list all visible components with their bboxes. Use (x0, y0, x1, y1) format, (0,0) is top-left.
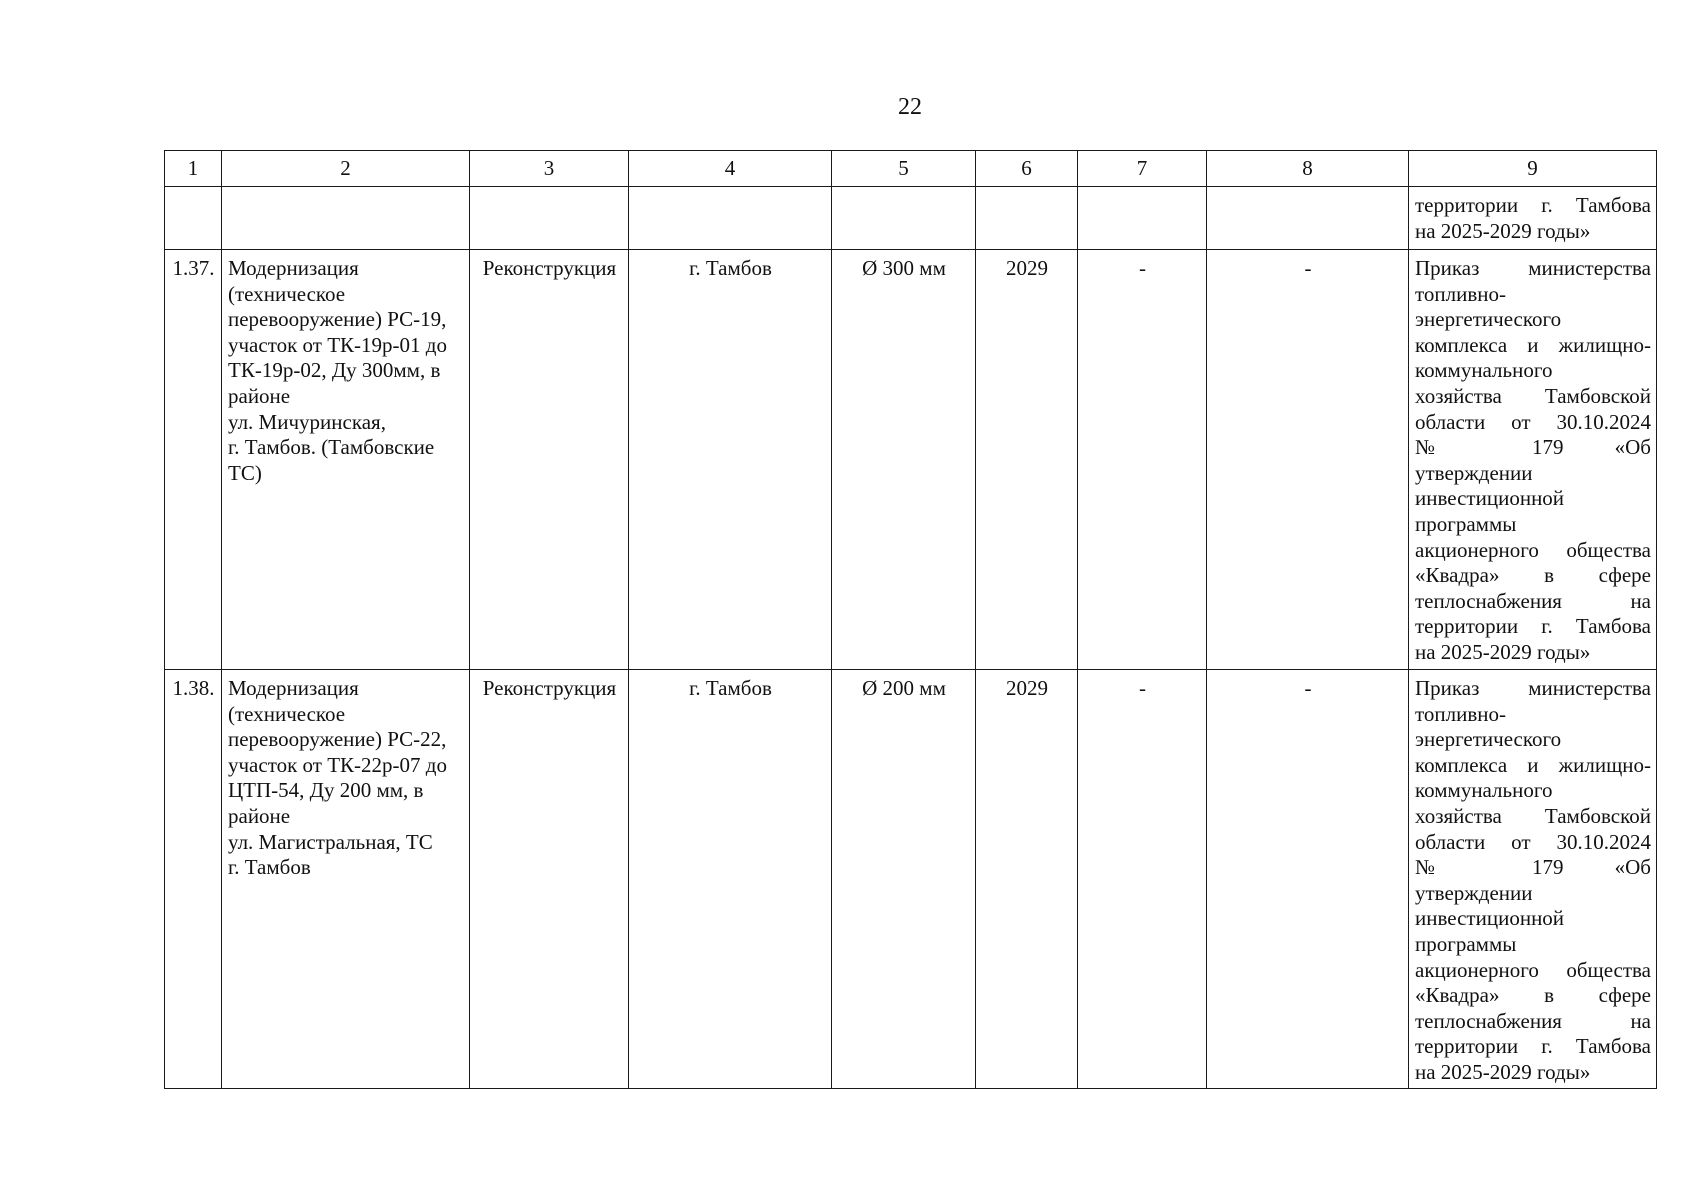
text-line: № 179 «Об (1415, 435, 1651, 460)
header-cell-1: 1 (165, 151, 222, 187)
text-line: на 2025-2029 годы» (1415, 1059, 1591, 1084)
header-cell-8: 8 (1207, 151, 1409, 187)
text-line: программы (1415, 931, 1517, 956)
continuation-row (165, 187, 1657, 250)
table-row (165, 250, 1657, 670)
text-line: «Квадра» в сфере (1415, 983, 1651, 1008)
row-location-cell: г. Тамбов (629, 670, 832, 1089)
text-line: ул. Магистральная, ТС (228, 829, 433, 854)
empty-cell (1078, 187, 1207, 250)
text-line: утверждении (1415, 460, 1533, 485)
text-line: Приказ министерства (1415, 676, 1651, 700)
text-line: топливно- (1415, 701, 1507, 726)
row-type-cell: Реконструкция (470, 250, 629, 670)
header-row (165, 151, 1657, 187)
header-cell-4: 4 (629, 151, 832, 187)
row-type-cell: Реконструкция (470, 670, 629, 1089)
text-line: хозяйства Тамбовской (1415, 803, 1651, 828)
text-line: перевооружение) РС-22, (228, 727, 447, 752)
row-col8-cell: - (1207, 670, 1409, 1089)
row-number: 1.37. (165, 250, 222, 670)
text-line: теплоснабжения на (1415, 1008, 1651, 1033)
row-col7-cell: - (1078, 670, 1207, 1089)
row-col8-cell: - (1207, 250, 1409, 670)
empty-cell (222, 187, 470, 250)
header-cell-7: 7 (1078, 151, 1207, 187)
text-line: № 179 «Об (1415, 855, 1651, 880)
row-location-cell: г. Тамбов (629, 250, 832, 670)
text-line: ТК-19р-02, Ду 300мм, в (228, 358, 441, 383)
row-diameter-cell: Ø 200 мм (832, 670, 976, 1089)
text-line: акционерного общества (1415, 957, 1651, 982)
text-line: перевооружение) РС-19, (228, 307, 447, 332)
text-line: ТС) (228, 460, 262, 485)
text-line: на 2025-2029 годы» (1415, 218, 1591, 243)
empty-cell (976, 187, 1078, 250)
empty-cell (629, 187, 832, 250)
continuation-basis-cell (1409, 187, 1657, 250)
text-line: акционерного общества (1415, 537, 1651, 562)
text-line: (техническое (228, 281, 346, 306)
text-line: инвестиционной (1415, 486, 1565, 511)
row-name-cell (222, 670, 470, 1089)
text-line: районе (228, 803, 291, 828)
text-line: Модернизация (228, 256, 359, 280)
text-line: территории г. Тамбова (1415, 193, 1651, 217)
text-line: энергетического (1415, 307, 1562, 332)
text-line: г. Тамбов. (Тамбовские (228, 435, 435, 460)
row-basis-cell (1409, 670, 1657, 1089)
page-number: 22 (898, 94, 922, 120)
row-col7-cell: - (1078, 250, 1207, 670)
empty-cell (1207, 187, 1409, 250)
text-line: Модернизация (228, 676, 359, 700)
table-row (165, 670, 1657, 1089)
text-line: хозяйства Тамбовской (1415, 383, 1651, 408)
text-line: топливно- (1415, 281, 1507, 306)
row-basis-cell (1409, 250, 1657, 670)
text-line: области от 30.10.2024 (1415, 409, 1651, 434)
data-table (164, 150, 1657, 1089)
text-line: ЦТП-54, Ду 200 мм, в (228, 778, 424, 803)
text-line: теплоснабжения на (1415, 588, 1651, 613)
text-line: г. Тамбов (228, 855, 311, 880)
text-line: коммунального (1415, 358, 1553, 383)
text-line: ул. Мичуринская, (228, 409, 386, 434)
row-name-cell (222, 250, 470, 670)
header-cell-2: 2 (222, 151, 470, 187)
text-line: области от 30.10.2024 (1415, 829, 1651, 854)
text-line: энергетического (1415, 727, 1562, 752)
text-line: территории г. Тамбова (1415, 1034, 1651, 1059)
header-cell-3: 3 (470, 151, 629, 187)
text-line: утверждении (1415, 880, 1533, 905)
header-cell-5: 5 (832, 151, 976, 187)
row-number: 1.38. (165, 670, 222, 1089)
row-diameter-cell: Ø 300 мм (832, 250, 976, 670)
text-line: коммунального (1415, 778, 1553, 803)
header-cell-9: 9 (1409, 151, 1657, 187)
text-line: программы (1415, 511, 1517, 536)
text-line: участок от ТК-22р-07 до (228, 752, 447, 777)
row-year-cell: 2029 (976, 250, 1078, 670)
row-year-cell: 2029 (976, 670, 1078, 1089)
text-line: территории г. Тамбова (1415, 614, 1651, 639)
text-line: Приказ министерства (1415, 256, 1651, 280)
text-line: комплекса и жилищно- (1415, 752, 1651, 777)
text-line: инвестиционной (1415, 906, 1565, 931)
empty-cell (470, 187, 629, 250)
empty-cell (832, 187, 976, 250)
text-line: комплекса и жилищно- (1415, 332, 1651, 357)
text-line: «Квадра» в сфере (1415, 563, 1651, 588)
text-line: районе (228, 383, 291, 408)
empty-cell (165, 187, 222, 250)
text-line: участок от ТК-19р-01 до (228, 332, 447, 357)
header-cell-6: 6 (976, 151, 1078, 187)
text-line: (техническое (228, 701, 346, 726)
text-line: на 2025-2029 годы» (1415, 639, 1591, 664)
